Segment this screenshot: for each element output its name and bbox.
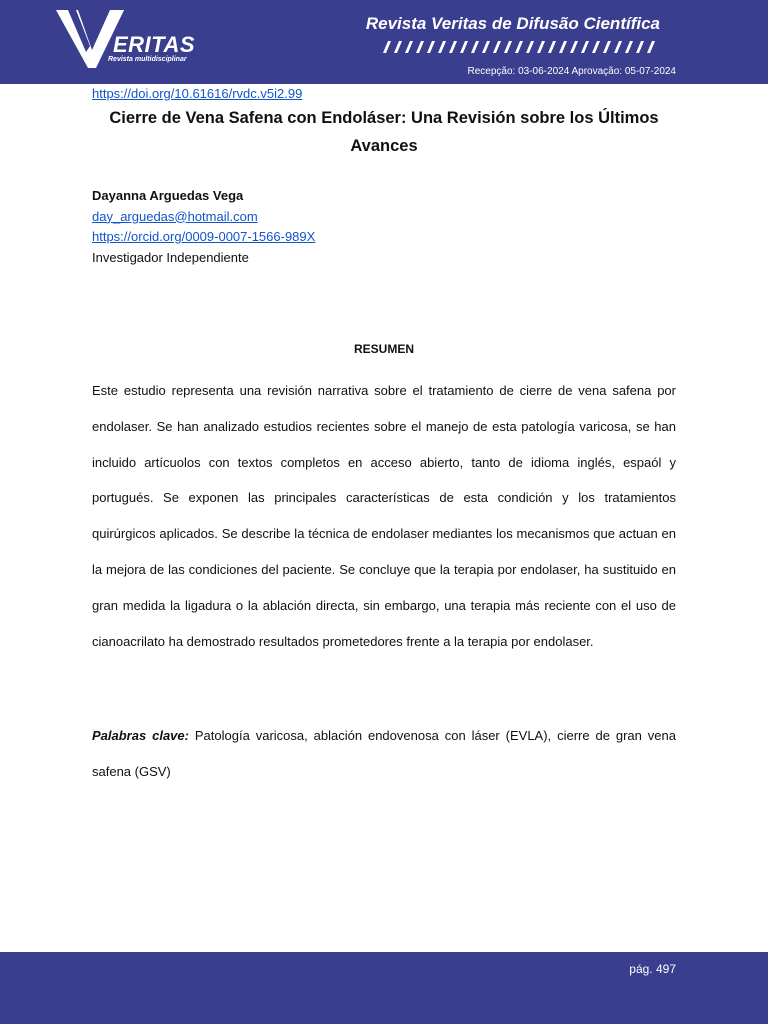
author-email-link[interactable]: day_arguedas@hotmail.com xyxy=(92,208,258,224)
journal-header-band xyxy=(0,0,768,84)
logo-text: ERITAS xyxy=(113,32,196,57)
decorative-stripes xyxy=(379,41,659,53)
reception-approval-dates: Recepção: 03-06-2024 Aprovação: 05-07-2024 xyxy=(467,66,676,77)
doi-link[interactable]: https://doi.org/10.61616/rvdc.v5i2.99 xyxy=(92,86,303,101)
keywords-label: Palabras clave: xyxy=(92,728,189,743)
journal-title: Revista Veritas de Difusão Científica xyxy=(365,14,660,33)
author-block xyxy=(92,186,676,268)
page-footer-band xyxy=(0,952,768,1024)
veritas-logo xyxy=(52,6,196,72)
author-orcid-link[interactable]: https://orcid.org/0009-0007-1566-989X xyxy=(92,229,316,244)
article-title: Cierre de Vena Safena con Endoláser: Una Revisión sobre los Últimos Avances xyxy=(109,109,659,155)
author-name: Dayanna Arguedas Vega xyxy=(92,188,244,203)
keywords-paragraph xyxy=(92,718,676,790)
keywords-text: Patología varicosa, ablación endovenosa con láser (EVLA), cierre de gran vena safena (GSV) xyxy=(92,728,676,779)
author-affiliation: Investigador Independiente xyxy=(92,249,249,265)
abstract-text: Este estudio representa una revisión narrativa sobre el tratamiento de cierre de vena safena por endolaser. Se han analizado estudios recientes sobre el manejo de esta patología varicosa, se han incluido artícuolos con textos completos en acceso abierto, tanto de idioma inglés, espaól y portugués. Se exponen las principales características de esta condición y los tratamientos quirúrgicos aplicados. Se describe la técnica de endolaser mediantes los mecanismos que actuan en la mejora de las condiciones del paciente. Se concluye que la terapia por endolaser, ha sustituido en gran medida la ligadura o la ablación directa, sin embargo, una terapia más reciente con el uso de cianoacrilato ha demostrado resultados prometedores frente a la terapia por endolaser. xyxy=(92,383,676,649)
page-number: pág. 497 xyxy=(629,962,676,976)
abstract-heading: RESUMEN xyxy=(353,342,414,356)
logo-subtitle: Revista multidisciplinar xyxy=(108,56,187,63)
